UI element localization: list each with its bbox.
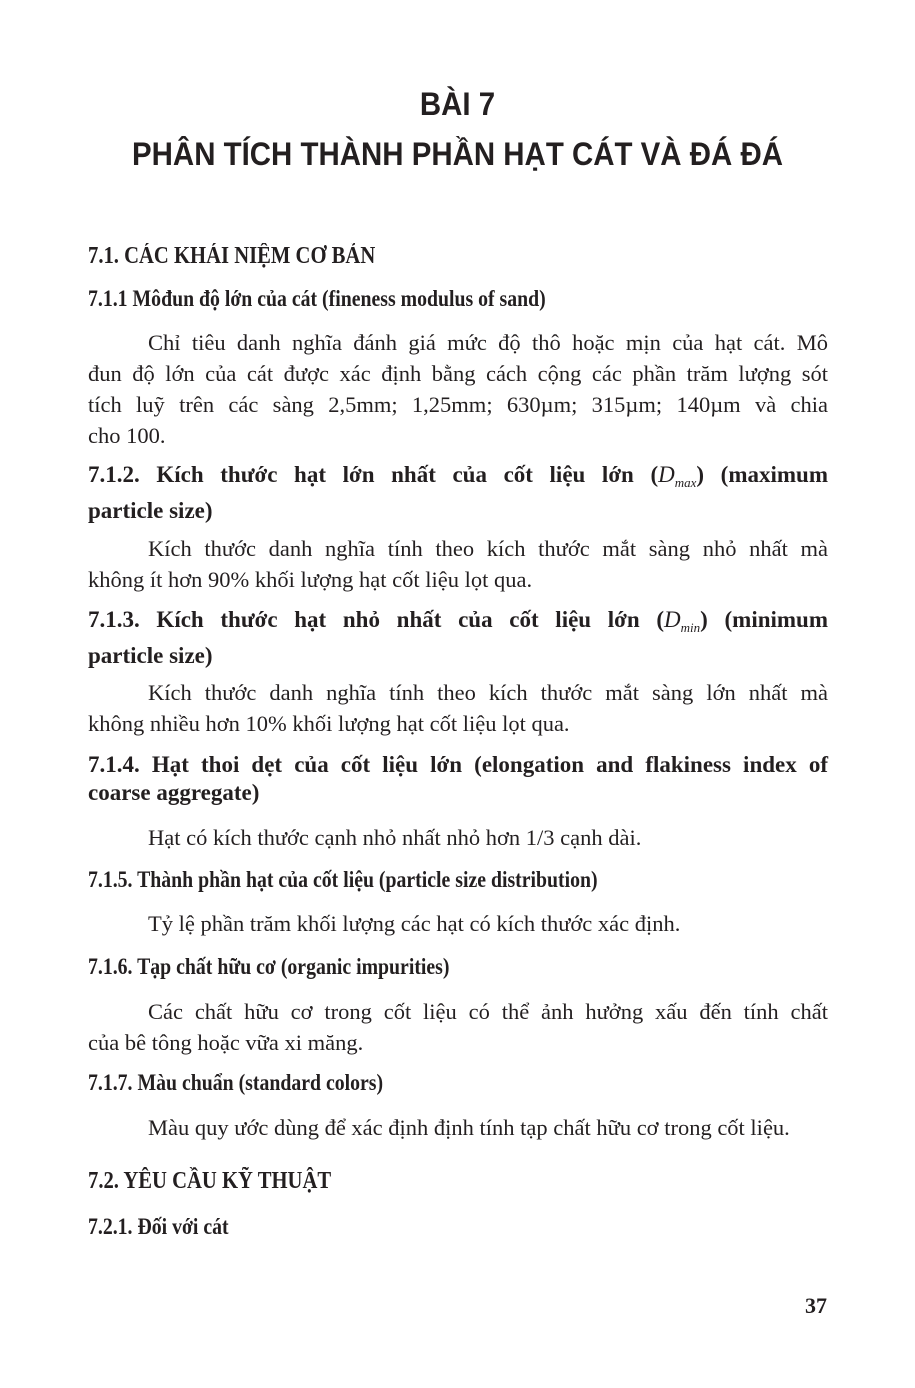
- paragraph-7-1-2: [88, 533, 828, 595]
- page-number: 37: [805, 1293, 827, 1318]
- paragraph-line: Chỉ tiêu danh nghĩa đánh giá mức độ thô hoặc mịn của hạt cát. Mô: [148, 330, 828, 355]
- heading-line: 7.1.4. Hạt thoi dẹt của cốt liệu lớn (elongation and flakiness index of: [88, 752, 828, 777]
- chapter-label: BÀI 7: [419, 86, 496, 122]
- heading-line: particle size): [88, 643, 213, 668]
- paragraph-line: đun độ lớn của cát được xác định bằng cách cộng các phần trăm lượng sót: [88, 361, 828, 386]
- subsection-heading-7-2-1: 7.2.1. Đối với cát: [88, 1214, 229, 1239]
- section-heading-7-1: 7.1. CÁC KHÁI NIỆM CƠ BẢN: [88, 243, 376, 269]
- paragraph-line: Các chất hữu cơ trong cốt liệu có thể ảnh hưởng xấu đến tính chất: [148, 999, 828, 1024]
- paragraph-line: của bê tông hoặc vữa xi măng.: [88, 1030, 364, 1055]
- heading-line: 7.1.3. Kích thước hạt nhỏ nhất của cốt liệu lớn $(D_{min})$ (minimum: [88, 607, 828, 635]
- paragraph-7-1-5: [88, 908, 828, 939]
- section-heading-7-2: 7.2. YÊU CẦU KỸ THUẬT: [88, 1168, 332, 1194]
- subsection-heading-7-1-7: 7.1.7. Màu chuẩn (standard colors): [88, 1070, 384, 1095]
- paragraph-7-1-4: [88, 822, 828, 853]
- heading-line: coarse aggregate): [88, 780, 260, 805]
- paragraph-line: Tỷ lệ phần trăm khối lượng các hạt có kích thước xác định.: [148, 911, 681, 936]
- paragraph-line: Hạt có kích thước cạnh nhỏ nhất nhỏ hơn 1/3 cạnh dài.: [148, 825, 642, 850]
- subsection-heading-7-1-5: 7.1.5. Thành phần hạt của cốt liệu (particle size distribution): [88, 867, 598, 892]
- paragraph-line: cho 100.: [88, 423, 166, 448]
- subsection-heading-7-1-3: [88, 606, 828, 670]
- paragraph-7-1-3: [88, 677, 828, 739]
- paragraph-7-1-6: [88, 996, 828, 1058]
- paragraph-7-1-1: [88, 327, 828, 451]
- paragraph-line: Màu quy ước dùng để xác định định tính tạp chất hữu cơ trong cốt liệu.: [148, 1115, 790, 1140]
- d-max-symbol: $D_{max}$: [658, 462, 697, 490]
- heading-line: 7.1.2. Kích thước hạt lớn nhất của cốt liệu lớn $(D_{max})$ (maximum: [88, 462, 829, 490]
- subsection-heading-7-1-6: 7.1.6. Tạp chất hữu cơ (organic impurities): [88, 954, 450, 979]
- paragraph-line: không ít hơn 90% khối lượng hạt cốt liệu lọt qua.: [88, 567, 533, 592]
- d-min-symbol: $D_{min}$: [664, 607, 701, 635]
- subsection-heading-7-1-2: [88, 461, 828, 525]
- paragraph-line: không nhiều hơn 10% khối lượng hạt cốt liệu lọt qua.: [88, 711, 570, 736]
- paragraph-line: Kích thước danh nghĩa tính theo kích thước mắt sàng lớn nhất mà: [148, 680, 828, 705]
- heading-line: particle size): [88, 498, 213, 523]
- subsection-heading-7-1-1: 7.1.1 Môđun độ lớn của cát (fineness modulus of sand): [88, 286, 546, 311]
- chapter-title: PHÂN TÍCH THÀNH PHẦN HẠT CÁT VÀ ĐÁ ĐÁ: [132, 136, 783, 172]
- paragraph-7-1-7: [88, 1112, 828, 1143]
- paragraph-line: tích luỹ trên các sàng 2,5mm; 1,25mm; 630µm; 315µm; 140µm và chia: [88, 392, 828, 417]
- subsection-heading-7-1-4: [88, 751, 828, 807]
- paragraph-line: Kích thước danh nghĩa tính theo kích thước mắt sàng nhỏ nhất mà: [148, 536, 828, 561]
